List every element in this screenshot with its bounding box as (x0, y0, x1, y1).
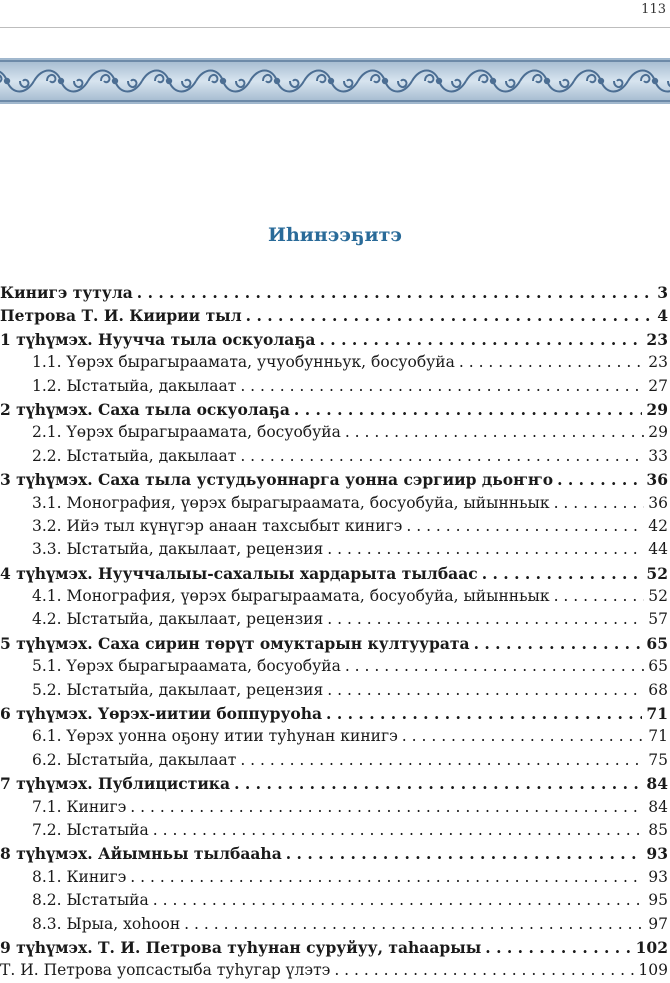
toc-entry (0, 842, 668, 865)
toc-entry-label: 5.2. Ыстатыйа, дакылаат, рецензия (32, 680, 324, 699)
toc-entry-page: 57 (648, 610, 668, 629)
toc-entry (0, 375, 668, 398)
toc-entry-label: 3.2. Ийэ тыл күнүгэр анаан тахсыбыт кинигэ (32, 516, 403, 535)
dot-leader (554, 492, 645, 515)
toc-entry (0, 702, 668, 725)
toc-entry-page: 3 (657, 283, 668, 302)
toc-entry-label: 3 түһүмэх. Саха тыла устудьуоннарга уонна сэргиир дьоҥҥо (0, 470, 554, 490)
toc-entry (0, 725, 668, 748)
toc-entry-label: 4.2. Ыстатыйа, дакылаат, рецензия (32, 610, 324, 629)
toc-entry-page: 71 (648, 727, 668, 746)
toc-entry-label: 4 түһүмэх. Нууччалыы-сахалыы хардарыта тылбаас (0, 563, 478, 583)
dot-leader (326, 702, 642, 725)
toc-entry (0, 562, 668, 585)
toc-entry-label: 7.1. Кинигэ (32, 797, 127, 816)
toc-entry (0, 936, 668, 959)
toc-entry-page: 36 (648, 493, 668, 512)
toc-entry-page: 36 (646, 470, 668, 490)
dot-leader (482, 562, 643, 585)
toc-entry (0, 655, 668, 678)
dot-leader (246, 304, 654, 327)
toc-entry-label: 6.1. Үөрэх уонна оҕону итии туһунан кинигэ (32, 727, 398, 746)
dot-leader (294, 398, 643, 421)
toc-entry (0, 796, 668, 819)
dot-leader (240, 375, 644, 398)
header-rule (0, 27, 670, 28)
toc-entry-label: 4.1. Монография, үөрэх бырагыраамата, босуобуйа, ыйынньык (32, 587, 550, 606)
toc-entry-label: 7 түһүмэх. Публицистика (0, 774, 231, 794)
toc-entry-label: 2.2. Ыстатыйа, дакылаат (32, 446, 237, 465)
toc-entry-page: 33 (648, 446, 668, 465)
toc-entry-label: 1.1. Үөрэх бырагыраамата, учуобунньук, босуобуйа (32, 353, 455, 372)
toc-entry (0, 304, 668, 327)
toc-entry-label: 1.2. Ыстатыйа, дакылаат (32, 376, 237, 395)
dot-leader (474, 632, 643, 655)
dot-leader (130, 866, 644, 889)
dot-leader (459, 351, 644, 374)
dot-leader (554, 585, 645, 608)
toc-entry-page: 71 (646, 704, 668, 724)
dot-leader (402, 725, 644, 748)
toc-entry-label: 5 түһүмэх. Саха сирин төрүт омуктарын култуурата (0, 633, 470, 653)
dot-leader (240, 445, 644, 468)
ornament-dot (5, 79, 9, 83)
toc-entry (0, 608, 668, 631)
toc-entry (0, 679, 668, 702)
page-title: Иһинээҕитэ (268, 224, 402, 246)
ornament-band (0, 58, 670, 104)
dot-leader (327, 679, 644, 702)
ornament-dot (59, 79, 63, 83)
toc-entry-page: 23 (648, 353, 668, 372)
ornament-dot (221, 79, 225, 83)
toc-entry (0, 819, 668, 842)
toc-entry (0, 421, 668, 444)
dot-leader (137, 281, 653, 304)
dot-leader (345, 421, 644, 444)
toc-entry-page: 102 (635, 937, 668, 957)
ornament-dot (545, 79, 549, 83)
toc-entry-page: 65 (646, 633, 668, 653)
toc-entry (0, 632, 668, 655)
toc-entry-page: 85 (648, 820, 668, 839)
toc-entry-page: 84 (646, 774, 668, 794)
toc-entry (0, 866, 668, 889)
toc-entry-label: 6 түһүмэх. Үөрэх-иитии боппуруоһа (0, 704, 323, 724)
toc-entry-label: 2 түһүмэх. Саха тыла оскуолаҕа (0, 399, 290, 419)
dot-leader (345, 655, 644, 678)
toc-entry-page: 52 (646, 563, 668, 583)
toc-entry-page: 95 (648, 891, 668, 910)
toc-entry-label: 3.3. Ыстатыйа, дакылаат, рецензия (32, 540, 324, 559)
toc-entry-page: 84 (648, 797, 668, 816)
toc-entry-label: Т. И. Петрова уопсастыба туһугар үлэтэ (0, 961, 331, 980)
dot-leader (327, 608, 644, 631)
toc-entry (0, 351, 668, 374)
dot-leader (153, 889, 645, 912)
ornament-dot (599, 79, 603, 83)
table-of-contents (0, 281, 668, 983)
toc-entry (0, 492, 668, 515)
toc-entry-page: 65 (648, 657, 668, 676)
dot-leader (234, 772, 642, 795)
toc-entry (0, 585, 668, 608)
toc-entry (0, 959, 668, 982)
toc-entry-page: 97 (648, 914, 668, 933)
toc-entry-page: 27 (648, 376, 668, 395)
toc-entry-page: 29 (648, 423, 668, 442)
ornament-dot (275, 79, 279, 83)
dot-leader (406, 515, 644, 538)
toc-entry-label: 8.2. Ыстатыйа (32, 891, 149, 910)
toc-entry-page: 75 (648, 750, 668, 769)
dot-leader (485, 936, 631, 959)
toc-entry-page: 29 (646, 399, 668, 419)
toc-entry (0, 538, 668, 561)
toc-entry-page: 109 (638, 961, 668, 980)
ornament-dot (653, 79, 657, 83)
toc-entry-label: 8.3. Ырыа, хоһоон (32, 914, 181, 933)
ornament-dot (167, 79, 171, 83)
toc-entry (0, 445, 668, 468)
toc-entry-label: 9 түһүмэх. Т. И. Петрова туһунан суруйуу, таһаарыы (0, 937, 482, 957)
toc-entry-label: Петрова Т. И. Киирии тыл (0, 306, 242, 326)
ornament-dot (383, 79, 387, 83)
dot-leader (130, 796, 644, 819)
toc-entry-label: 1 түһүмэх. Нуучча тыла оскуолаҕа (0, 329, 316, 349)
toc-entry (0, 468, 668, 491)
dot-leader (557, 468, 642, 491)
dot-leader (240, 749, 644, 772)
dot-leader (334, 959, 634, 982)
toc-entry-label: 2.1. Үөрэх бырагыраамата, босуобуйа (32, 423, 341, 442)
toc-entry (0, 913, 668, 936)
toc-entry (0, 281, 668, 304)
ornament-dot (329, 79, 333, 83)
toc-entry-label: 7.2. Ыстатыйа (32, 820, 149, 839)
toc-entry-page: 23 (646, 329, 668, 349)
dot-leader (153, 819, 645, 842)
toc-entry-page: 93 (646, 844, 668, 864)
ornament-dot (491, 79, 495, 83)
toc-entry (0, 749, 668, 772)
toc-entry (0, 328, 668, 351)
toc-entry-page: 68 (648, 680, 668, 699)
toc-entry-page: 44 (648, 540, 668, 559)
toc-entry (0, 889, 668, 912)
toc-entry-page: 93 (648, 867, 668, 886)
toc-entry-label: 6.2. Ыстатыйа, дакылаат (32, 750, 237, 769)
toc-entry-label: 8.1. Кинигэ (32, 867, 127, 886)
dot-leader (319, 328, 642, 351)
toc-entry-page: 4 (657, 306, 668, 326)
toc-entry-page: 52 (648, 587, 668, 606)
toc-entry-page: 42 (648, 516, 668, 535)
toc-entry (0, 398, 668, 421)
ornament-dot (437, 79, 441, 83)
ornament-dot (113, 79, 117, 83)
toc-entry-label: 8 түһүмэх. Айымньы тылбааһа (0, 844, 282, 864)
dot-leader (184, 913, 644, 936)
dot-leader (327, 538, 644, 561)
toc-entry (0, 772, 668, 795)
toc-entry-label: 3.1. Монография, үөрэх бырагыраамата, босуобуйа, ыйынньык (32, 493, 550, 512)
dot-leader (286, 842, 643, 865)
toc-entry (0, 515, 668, 538)
toc-entry-label: Кинигэ тутула (0, 283, 133, 302)
page-number: 113 (641, 2, 666, 17)
toc-entry-label: 5.1. Үөрэх бырагыраамата, босуобуйа (32, 657, 341, 676)
